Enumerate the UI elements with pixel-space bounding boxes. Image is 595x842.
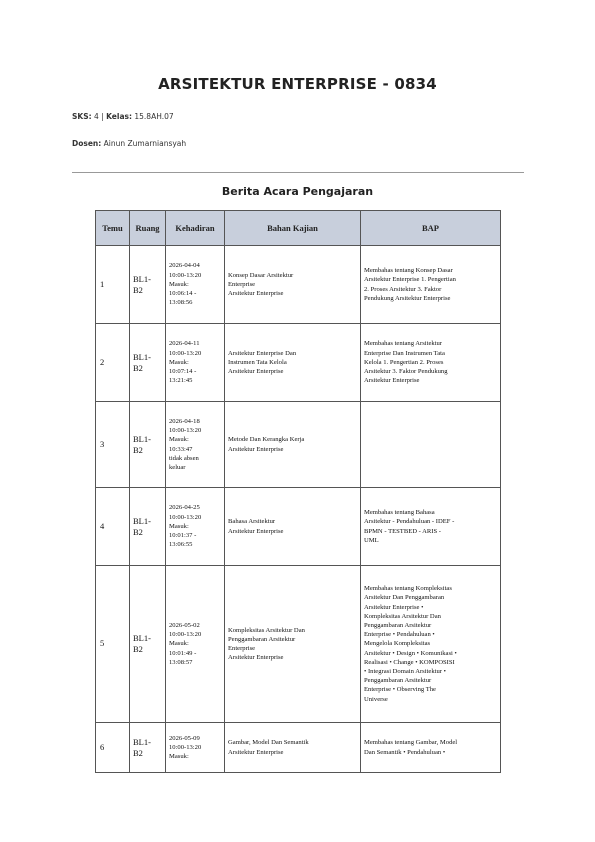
bap-cell-line: Enterprise • Observing The: [364, 686, 436, 694]
kehadiran-cell-line: 2026-04-04: [169, 262, 200, 270]
bap-cell: [361, 566, 501, 723]
bap-cell-line: Membahas tentang Gambar, Model: [364, 739, 458, 747]
teaching-record-table: [95, 210, 501, 773]
table-row: [96, 324, 501, 402]
kehadiran-cell-line: Masuk:: [169, 753, 189, 761]
table-row: [96, 488, 501, 566]
bahan-kajian-cell: [225, 246, 361, 324]
table-row: [96, 402, 501, 488]
bap-cell-line: Arsitektur - Pendahuluan - IDEF -: [364, 518, 455, 526]
kelas-value: 15.8AH.07: [134, 112, 174, 121]
bahan-kajian-cell-line: Metode Dan Kerangka Kerja: [228, 436, 305, 444]
bap-cell-line: Kelola 1. Pengertian 2. Proses: [364, 358, 444, 366]
kehadiran-cell-line: 2026-04-18: [169, 417, 200, 425]
kehadiran-cell-line: Masuk:: [169, 640, 189, 648]
kehadiran-cell-line: 13:21:45: [169, 377, 193, 385]
divider: [72, 172, 524, 173]
column-header-ruang: Ruang: [130, 211, 166, 246]
ruang-cell-line: B2: [133, 747, 143, 758]
course-meta: [72, 112, 174, 121]
kehadiran-cell: [166, 566, 225, 723]
kehadiran-cell-line: 10:06:14 -: [169, 290, 197, 298]
bap-cell-line: Enterprise • Pendahuluan •: [364, 631, 435, 639]
ruang-cell-line: BL1-: [133, 515, 151, 526]
ruang-cell-line: B2: [133, 644, 143, 654]
kehadiran-cell-line: 13:08:57: [169, 658, 193, 666]
ruang-cell-line: BL1-: [133, 351, 151, 362]
temu-cell: 2: [96, 324, 130, 402]
dosen-label: Dosen:: [72, 139, 102, 148]
bap-cell-line: 2. Proses Arsitektur 3. Faktor: [364, 285, 442, 293]
section-title: Berita Acara Pengajaran: [221, 185, 374, 198]
bahan-kajian-cell-line: Arsitektur Enterprise: [228, 654, 284, 662]
kehadiran-cell-line: 10:00-13:20: [169, 631, 202, 639]
table-body: [96, 246, 501, 773]
bahan-kajian-cell-line: Bahasa Arsitektur: [228, 518, 276, 526]
bahan-kajian-cell-line: Arsitektur Enterprise: [228, 527, 284, 535]
kehadiran-cell-line: 2026-05-02: [169, 621, 200, 629]
sks-value: 4: [94, 112, 99, 121]
ruang-cell-line: BL1-: [133, 433, 151, 444]
ruang-cell-line: BL1-: [133, 633, 151, 644]
bap-cell-line: Kompleksitas Arsitektur Dan: [364, 612, 441, 620]
column-header-kehadiran: Kehadiran: [166, 211, 225, 246]
kehadiran-cell-line: 10:33:47: [169, 445, 193, 453]
bap-cell-line: Membahas tentang Konsep Dasar: [364, 267, 453, 275]
bap-cell: [361, 402, 501, 488]
bahan-kajian-cell: [225, 324, 361, 402]
kehadiran-cell: [166, 723, 225, 773]
kehadiran-cell: [166, 402, 225, 488]
bap-cell: [361, 723, 501, 773]
bap-cell-line: Arsitektur • Design • Komunikasi •: [364, 649, 457, 657]
dosen-value: Ainun Zumarniansyah: [103, 139, 187, 148]
sks-label: SKS:: [72, 112, 92, 121]
bahan-kajian-cell: [225, 488, 361, 566]
bahan-kajian-cell-line: Penggambaran Arsitektur: [228, 635, 296, 643]
bap-cell-line: Arsitektur Enterprise: [364, 377, 420, 385]
bahan-kajian-cell-line: Gambar, Model Dan Semantik: [228, 739, 309, 747]
temu-cell: 1: [96, 246, 130, 324]
bahan-kajian-cell: [225, 566, 361, 723]
bap-cell-line: Universe: [364, 695, 388, 703]
kehadiran-cell-line: 2026-05-09: [169, 734, 200, 742]
kehadiran-cell-line: 10:00-13:20: [169, 513, 202, 521]
kehadiran-cell-line: 13:06:55: [169, 541, 193, 549]
kehadiran-cell-line: Masuk:: [169, 358, 189, 366]
ruang-cell: [130, 566, 166, 723]
bahan-kajian-cell-line: Instrumen Tata Kelola: [228, 358, 287, 366]
bap-cell: [361, 324, 501, 402]
kehadiran-cell-line: Masuk:: [169, 280, 189, 288]
bahan-kajian-cell-line: Arsitektur Enterprise: [228, 748, 284, 756]
kehadiran-cell-line: tidak absen: [169, 454, 199, 462]
kehadiran-cell-line: 10:00-13:20: [169, 743, 202, 751]
kehadiran-cell-line: 13:08:56: [169, 299, 193, 307]
kehadiran-cell-line: Masuk:: [169, 436, 189, 444]
kehadiran-cell-line: 10:00-13:20: [169, 427, 202, 435]
bahan-kajian-cell-line: Arsitektur Enterprise: [228, 445, 284, 453]
bap-cell-line: Mengelola Kompleksitas: [364, 640, 431, 648]
bap-cell: [361, 488, 501, 566]
bap-cell-line: Penggambaran Arsitektur: [364, 621, 432, 629]
bap-cell: [361, 246, 501, 324]
meta-separator: |: [101, 112, 104, 121]
bap-cell-line: Enterprise Dan Instrumen Tata: [364, 349, 445, 357]
ruang-cell: [130, 402, 166, 488]
table-row: [96, 566, 501, 723]
ruang-cell-line: B2: [133, 362, 143, 373]
table-row: [96, 723, 501, 773]
ruang-cell-line: B2: [133, 284, 143, 295]
bap-cell-line: Arsitektur Enterprise 1. Pengertian: [364, 276, 456, 284]
kehadiran-cell-line: 10:00-13:20: [169, 349, 202, 357]
kehadiran-cell: [166, 246, 225, 324]
page-title: ARSITEKTUR ENTERPRISE - 0834: [158, 75, 437, 93]
kehadiran-cell-line: 10:01:49 -: [169, 649, 197, 657]
column-header-bahan-kajian: Bahan Kajian: [225, 211, 361, 246]
bahan-kajian-cell-line: Konsep Dasar Arsitektur: [228, 271, 294, 279]
kehadiran-cell: [166, 488, 225, 566]
kehadiran-cell-line: 10:00-13:20: [169, 271, 202, 279]
bahan-kajian-cell-line: Kompleksitas Arsitektur Dan: [228, 626, 305, 634]
ruang-cell: [130, 488, 166, 566]
bap-cell-line: Penggambaran Arsitektur: [364, 677, 432, 685]
bahan-kajian-cell-line: Arsitektur Enterprise: [228, 290, 284, 298]
bap-cell-line: Dan Semantik • Pendahuluan •: [364, 748, 446, 756]
bap-cell-line: Realisasi • Change • KOMPOSISI: [364, 658, 455, 666]
temu-cell: 3: [96, 402, 130, 488]
bahan-kajian-cell-line: Arsitektur Enterprise: [228, 368, 284, 376]
temu-cell: 4: [96, 488, 130, 566]
kelas-label: Kelas:: [106, 112, 132, 121]
bap-cell-line: Arsitektur 3. Faktor Pendukung: [364, 368, 448, 376]
column-header-temu: Temu: [96, 211, 130, 246]
kehadiran-cell-line: 10:07:14 -: [169, 368, 197, 376]
ruang-cell-line: BL1-: [133, 273, 151, 284]
ruang-cell: [130, 723, 166, 773]
ruang-cell: [130, 324, 166, 402]
kehadiran-cell-line: keluar: [169, 463, 186, 471]
ruang-cell: [130, 246, 166, 324]
bap-cell-line: UML: [364, 536, 379, 544]
temu-cell: 6: [96, 723, 130, 773]
bap-cell-line: Membahas tentang Arsitektur: [364, 340, 443, 348]
bap-cell-line: Pendukung Arsitektur Enterprise: [364, 294, 451, 302]
ruang-cell-line: BL1-: [133, 736, 151, 747]
bap-cell-line: Arsitektur Dan Penggambaran: [364, 594, 445, 602]
bahan-kajian-cell-line: Arsitektur Enterprise Dan: [228, 349, 297, 357]
bap-cell-line: Arsitektur Enterprise •: [364, 603, 424, 611]
bap-cell-line: • Integrasi Domain Arsitektur •: [364, 668, 446, 676]
bahan-kajian-cell-line: Enterprise: [228, 280, 256, 288]
temu-cell: 5: [96, 566, 130, 723]
bap-cell-line: BPMN - TESTBED - ARIS -: [364, 527, 441, 535]
kehadiran-cell-line: 10:01:37 -: [169, 532, 197, 540]
bahan-kajian-cell-line: Enterprise: [228, 645, 256, 652]
kehadiran-cell-line: Masuk:: [169, 522, 189, 530]
bap-cell-line: Membahas tentang Bahasa: [364, 509, 435, 517]
bahan-kajian-cell: [225, 402, 361, 488]
kehadiran-cell-line: 2026-04-25: [169, 504, 200, 512]
table-row: [96, 246, 501, 324]
column-header-bap: BAP: [361, 211, 501, 246]
ruang-cell-line: B2: [133, 444, 143, 455]
lecturer-meta: [72, 139, 186, 148]
ruang-cell-line: B2: [133, 526, 143, 537]
kehadiran-cell: [166, 324, 225, 402]
table-header-row: [96, 211, 501, 246]
bap-cell-line: Membahas tentang Kompleksitas: [364, 585, 452, 593]
bahan-kajian-cell: [225, 723, 361, 773]
kehadiran-cell-line: 2026-04-11: [169, 340, 200, 348]
